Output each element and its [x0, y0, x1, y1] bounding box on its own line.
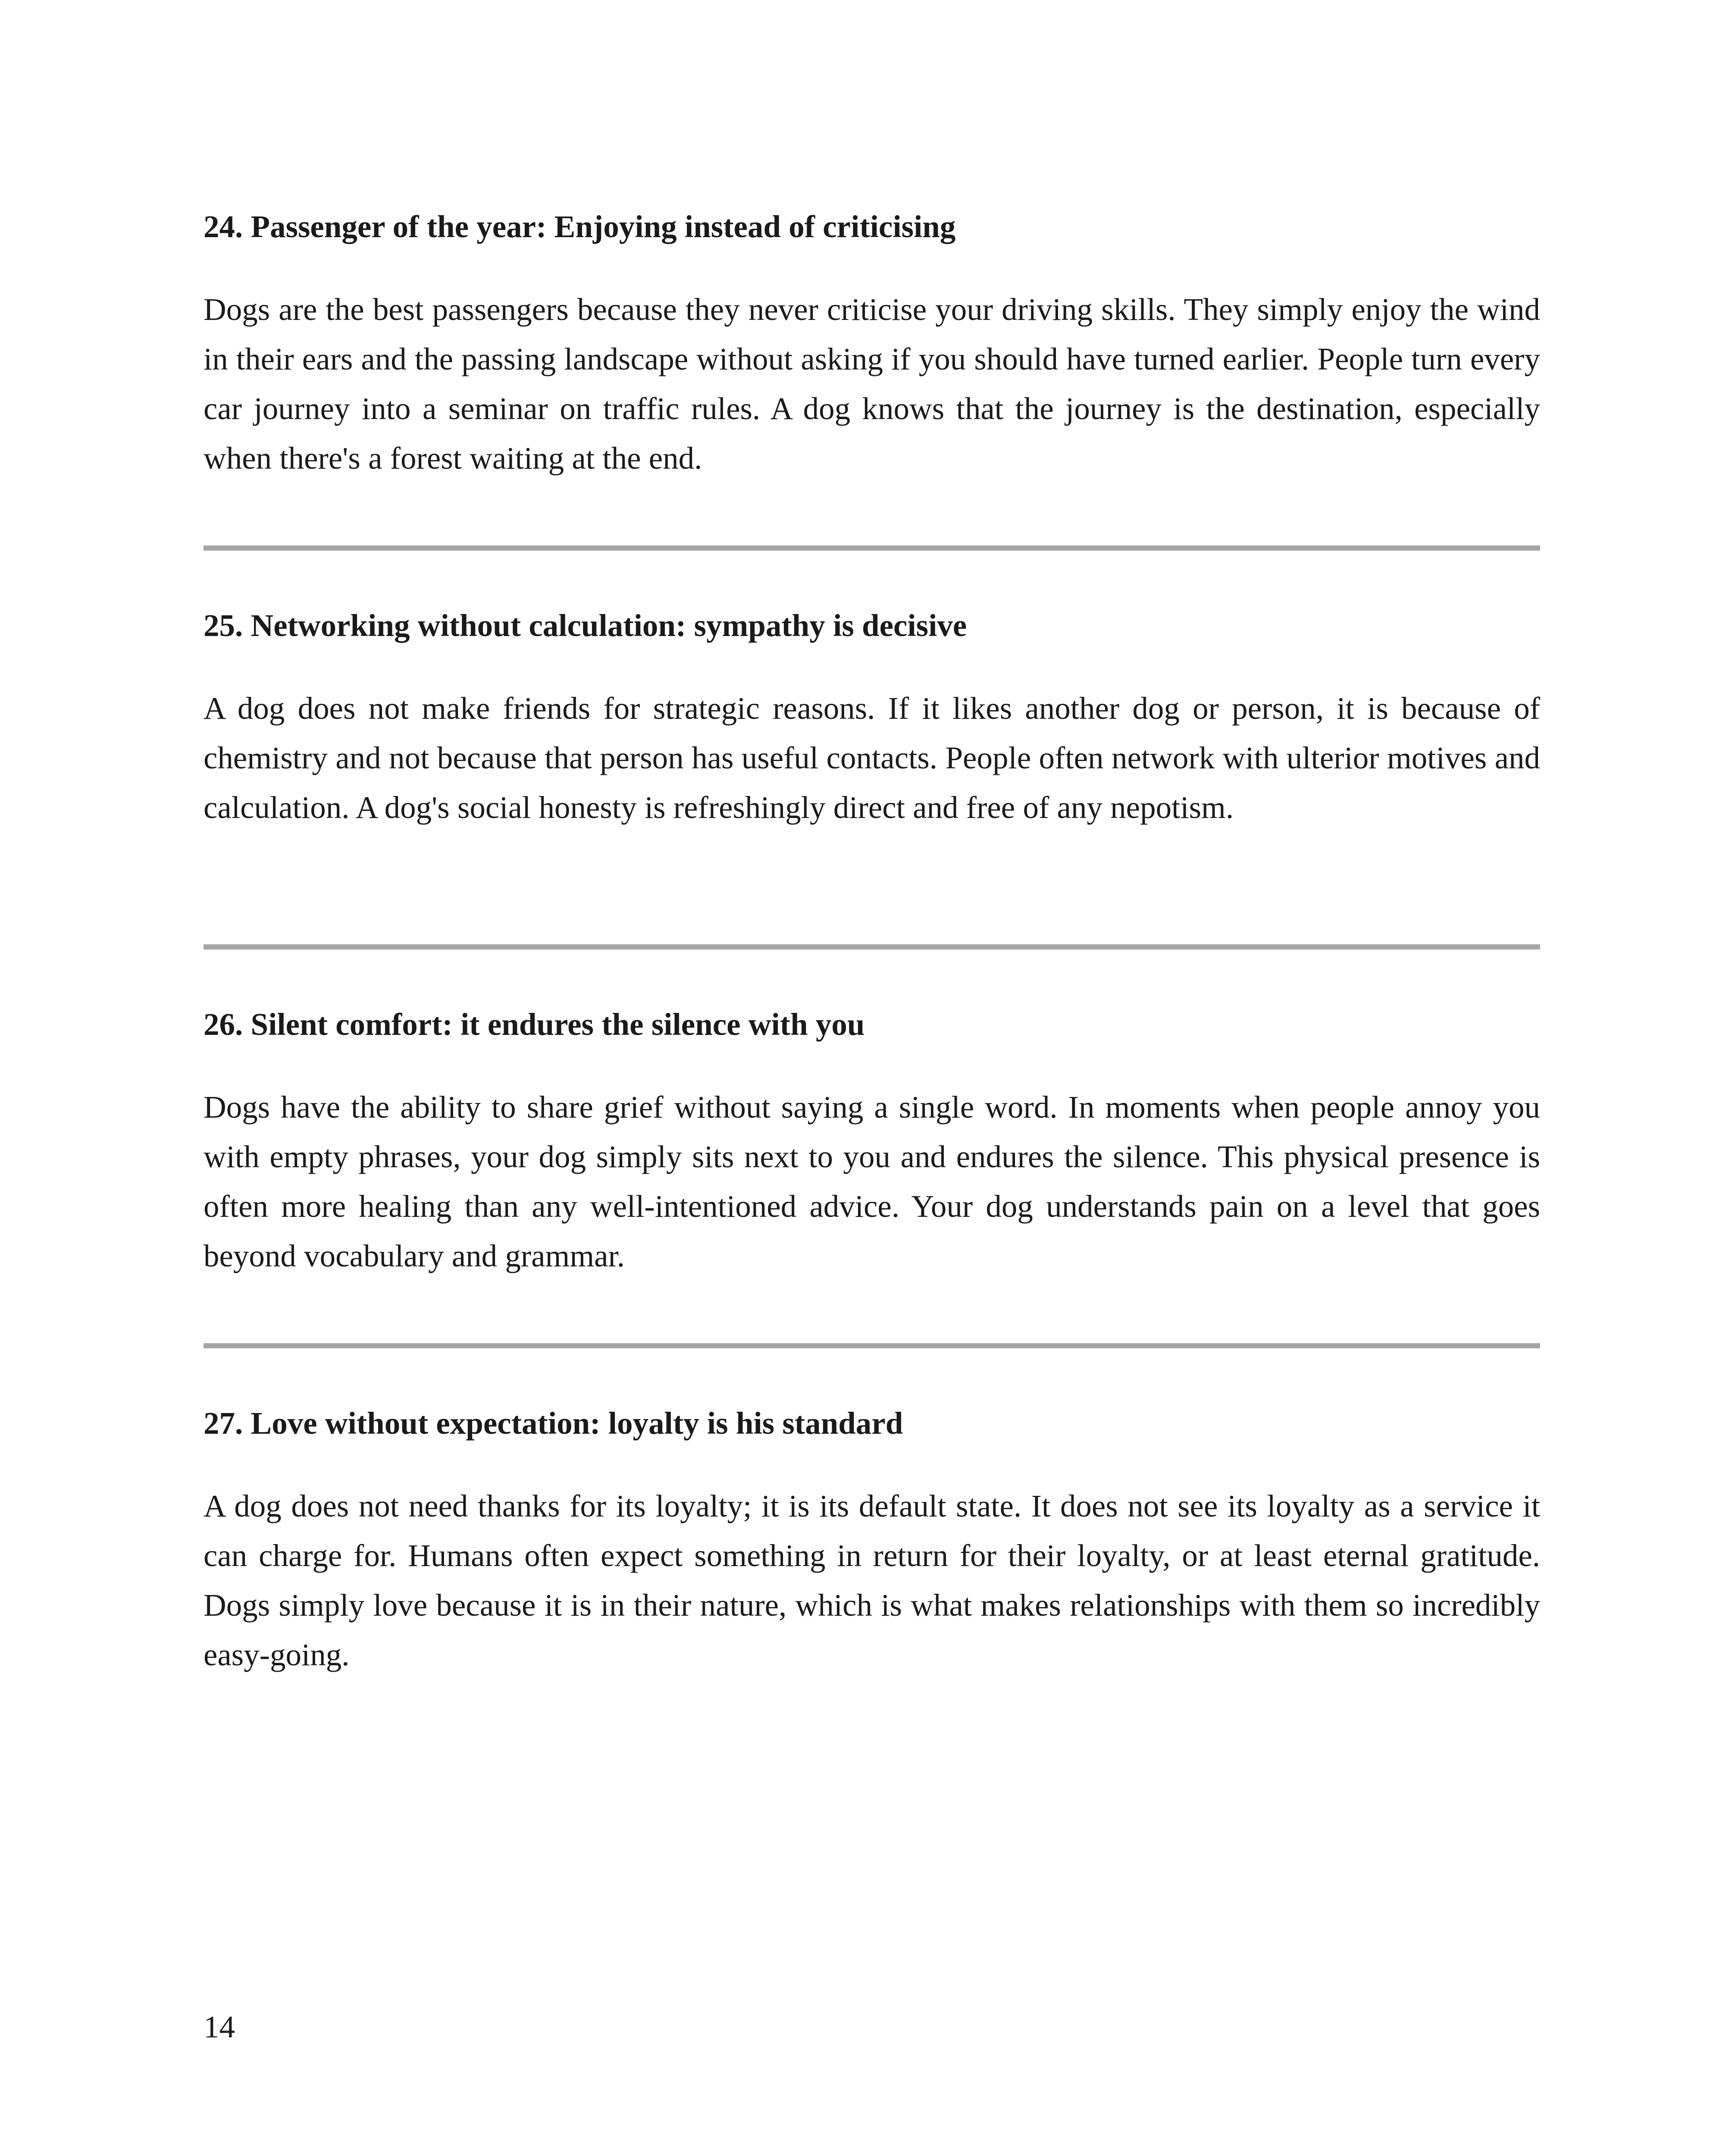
section-body: Dogs are the best passengers because they never criticise your driving skills. They simply enjoy the wind in their ears and the passing landscape without asking if you should have turned earlier. People turn every car journey into a seminar on traffic rules. A dog knows that the journey is the destination, especially when there's a forest waiting at the end. [204, 292, 1540, 476]
page-number: 14 [204, 2009, 235, 2044]
section-26 [204, 1005, 1540, 1281]
section-27 [204, 1404, 1540, 1680]
section-body: A dog does not make friends for strategic reasons. If it likes another dog or person, it is because of chemistry and not because that person has useful contacts. People often network with ulterior motives and calculation. A dog's social honesty is refreshingly direct and free of any nepotism. [204, 691, 1540, 825]
section-heading: 25. Networking without calculation: sympathy is decisive [204, 608, 967, 643]
section-divider [204, 944, 1540, 950]
section-24 [204, 207, 1540, 483]
section-heading: 27. Love without expectation: loyalty is his standard [204, 1406, 903, 1441]
section-body: Dogs have the ability to share grief without saying a single word. In moments when people annoy you with empty phrases, your dog simply sits next to you and endures the silence. This physical presence is often more healing than any well-intentioned advice. Your dog understands pain on a level that goes beyond vocabulary and grammar. [204, 1090, 1540, 1273]
section-heading: 24. Passenger of the year: Enjoying instead of criticising [204, 209, 956, 244]
section-divider [204, 1343, 1540, 1348]
section-divider [204, 545, 1540, 551]
section-25 [204, 606, 1540, 832]
section-heading: 26. Silent comfort: it endures the silence with you [204, 1007, 865, 1042]
section-body: A dog does not need thanks for its loyalty; it is its default state. It does not see its loyalty as a service it can charge for. Humans often expect something in return for their loyalty, or at least eternal gratitude. Dogs simply love because it is in their nature, which is what makes relationships with them so incredibly easy-going. [204, 1489, 1540, 1672]
